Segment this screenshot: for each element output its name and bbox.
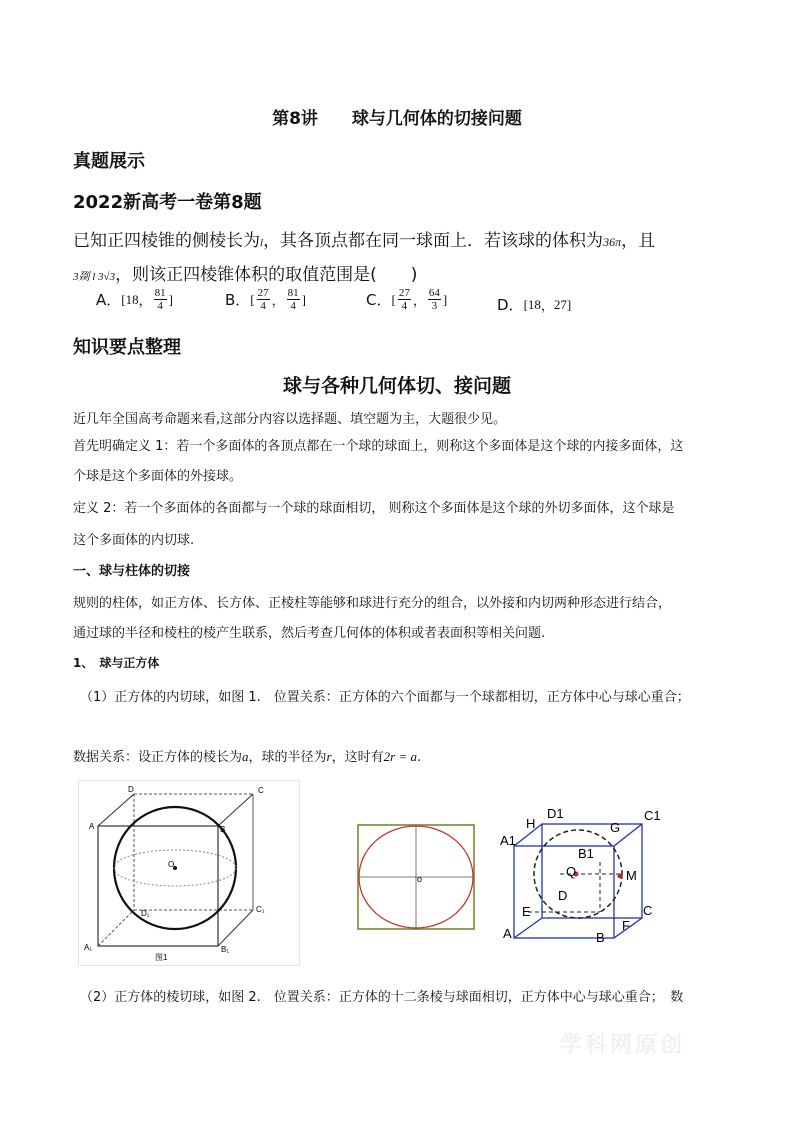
paragraph-data-relation: 数据关系：设正方体的棱长为a，球的半径为r，这时有2r = a.: [73, 749, 422, 765]
math-l: l: [260, 237, 264, 249]
paragraph-prism-line2: 通过球的半径和棱柱的棱产生联系，然后考查几何体的体积或者表面积等相关问题.: [73, 626, 546, 641]
label-A1: A1: [500, 833, 516, 848]
paragraph-edge-tangent: （2）正方体的棱切球，如图 2. 位置关系：正方体的十二条棱与球面相切，正方体中心与球心重合； 数: [80, 990, 684, 1005]
bracket: ]: [442, 291, 448, 307]
option-d[interactable]: D． [ 18 ， 27 ]: [497, 296, 572, 314]
label-C: C: [643, 903, 653, 918]
figure-1-cube-inscribed-sphere: [78, 780, 300, 966]
label-D: D: [128, 785, 134, 794]
paragraph-inscribed: （1）正方体的内切球，如图 1. 位置关系：正方体的六个面都与一个球都相切，正方体中心与球心重合；: [80, 690, 690, 705]
bracket: ]: [301, 291, 306, 307]
label-B: B: [220, 825, 226, 834]
option-label: A．: [96, 291, 122, 310]
option-label: D．: [497, 296, 524, 314]
label-A1: A₁: [84, 943, 93, 952]
figure-caption: 图1: [155, 953, 168, 962]
problem-text: ，其各顶点都在同一球面上．若该球的体积为: [263, 231, 604, 251]
bracket: [: [250, 291, 255, 307]
label-E: E: [522, 904, 531, 919]
paragraph-prism-line1: 规则的柱体，如正方体、长方体、正棱柱等能够和球进行充分的组合，以外接和内切两种形态进行结合，: [73, 596, 672, 611]
option-value: 18: [125, 291, 139, 307]
problem-line-2: [73, 260, 417, 285]
paragraph-def2-line2: 这个多面体的内切球.: [73, 533, 195, 548]
label-M: M: [626, 868, 637, 883]
exam-label: 2022新高考一卷第8题: [73, 192, 262, 213]
label-A: A: [503, 926, 512, 941]
label-G: G: [610, 820, 621, 835]
math-volume: 36π: [603, 235, 622, 249]
label-H: H: [526, 816, 536, 831]
option-value: 18: [527, 296, 541, 312]
topic-title: 球与各种几何体切、接问题: [282, 375, 511, 397]
problem-line-1: [73, 226, 655, 251]
option-b[interactable]: B． [ $\frac{27}{4}$ ， $\frac{81}{4}$ ]: [225, 287, 306, 313]
option-a[interactable]: A． [ 18 ， $\frac{81}{4}$ ]: [96, 287, 173, 313]
label-O: O: [168, 860, 175, 869]
label-B: B: [596, 930, 605, 945]
math-condition: 3剟 l 3√3: [73, 271, 116, 283]
bracket: ]: [566, 296, 572, 312]
math-r: r: [326, 749, 332, 764]
bracket: [: [121, 291, 126, 307]
paragraph-def1-line1: 首先明确定义 1：若一个多面体的各顶点都在一个球的球面上，则称这个多面体是这个球的内接多面体，这: [73, 439, 684, 454]
fraction: $\frac{27}{4}$: [398, 287, 410, 313]
option-label: B．: [225, 291, 251, 310]
label-A: A: [89, 822, 95, 831]
label-C1: C1: [644, 808, 661, 823]
lecture-title: 第8讲 球与几何体的切接问题: [272, 109, 522, 129]
option-c[interactable]: C． [ $\frac{27}{4}$ ， $\frac{64}{3}$ ]: [366, 287, 448, 313]
watermark: 学科网原创: [560, 1033, 686, 1058]
option-label: C．: [366, 291, 392, 310]
math-equation: 2r = a: [383, 749, 417, 764]
paragraph-def1-line2: 个球是这个多面体的外接球。: [73, 469, 243, 484]
paragraph-intro: 近几年全国高考命题来看,这部分内容以选择题、填空题为主，大题很少见。: [73, 412, 507, 427]
fraction: $\frac{27}{4}$: [257, 287, 269, 313]
paragraph-def2-line1: 定义 2：若一个多面体的各面都与一个球的球面相切， 则称这个多面体是这个球的外切多面体，这个球是: [73, 501, 675, 516]
bracket: ]: [168, 291, 173, 307]
section-heading-real-exam: 真题展示: [73, 151, 145, 172]
label-Q: Q: [566, 864, 577, 879]
section-heading-knowledge: 知识要点整理: [73, 337, 181, 358]
label-B1: B₁: [221, 945, 230, 954]
label-D: D: [558, 888, 568, 903]
problem-text: ，则该正四棱锥体积的取值范围是( ): [115, 265, 418, 285]
option-value: 27: [553, 296, 567, 312]
math-a: a: [242, 749, 249, 764]
fraction: $\frac{64}{3}$: [428, 287, 440, 313]
label-D1: D1: [547, 806, 564, 821]
label-C1: C₁: [256, 905, 265, 914]
figure-3-cube-sphere: [500, 800, 670, 950]
bracket: [: [391, 291, 396, 307]
label-D1: D₁: [141, 909, 150, 918]
label-C: C: [258, 786, 264, 795]
problem-text: ，且: [621, 231, 656, 251]
label-B1: B1: [578, 846, 594, 861]
fraction: $\frac{81}{4}$: [154, 287, 166, 313]
label-F: F: [622, 918, 630, 933]
bracket: [: [523, 296, 528, 312]
sub-heading-cube: 1、 球与正方体: [73, 656, 160, 670]
label-center: o: [417, 874, 423, 884]
fraction: $\frac{81}{4}$: [287, 287, 299, 313]
problem-text: 已知正四棱锥的侧棱长为: [73, 231, 260, 251]
subsection-heading: 一、球与柱体的切接: [73, 564, 191, 579]
figure-2-cross-section: [357, 824, 475, 930]
